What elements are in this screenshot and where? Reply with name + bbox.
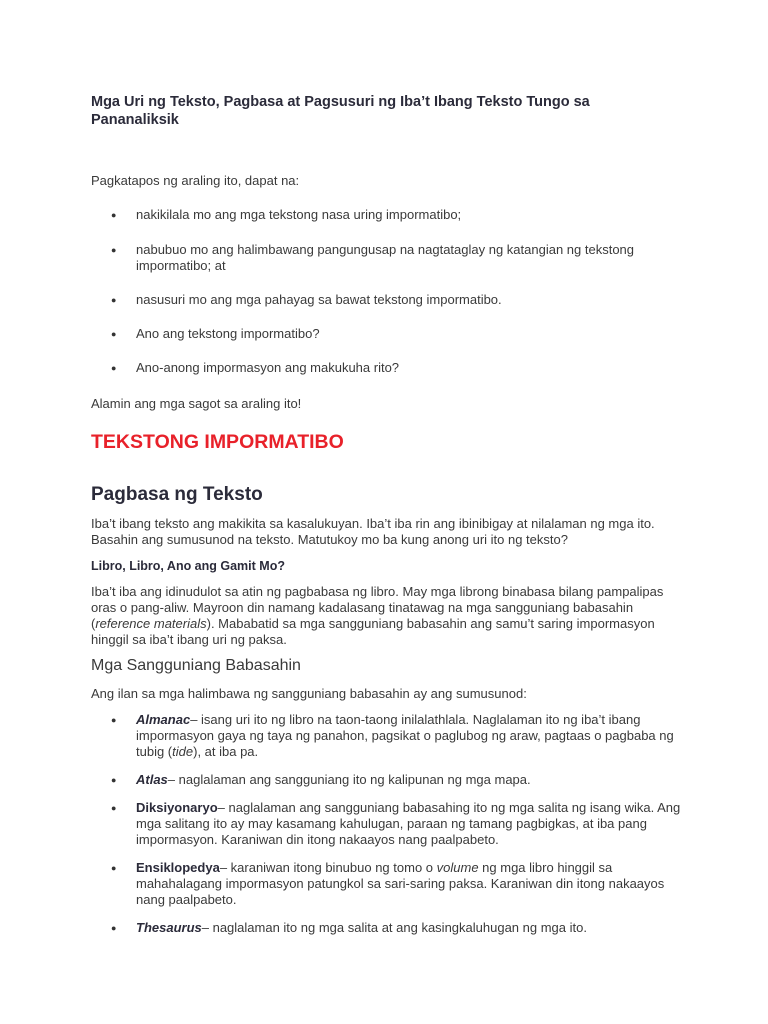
paragraph-text: Iba’t iba ang idinudulot sa atin ng pagbabasa ng libro. May mga librong binabasa bilang pampalipas oras o pang-aliw. Mayroon din namang kadalasang tinatawag na mga sangguniang babasahin ( (91, 584, 664, 631)
list-item (91, 326, 681, 342)
list-item (91, 242, 681, 274)
italic-term: volume (436, 860, 479, 875)
bullet-icon: ● (111, 923, 117, 933)
question-heading: Libro, Libro, Ano ang Gamit Mo? (91, 559, 285, 573)
bullet-icon: ● (111, 363, 117, 373)
paragraph-examples: Ang ilan sa mga halimbawa ng sangguniang babasahin ay ang sumusunod: (91, 686, 527, 701)
reference-text: ng mga libro hinggil sa mahahalagang impormasyon patungkol sa sari-saring paksa. Karaniwan din itong nakaayos nang paalpabeto. (136, 860, 665, 907)
bullet-icon: ● (111, 715, 117, 725)
bullet-icon: ● (111, 775, 117, 785)
reference-text: – naglalaman ito ng mga salita at ang kasingkaluhugan ng mga ito. (201, 920, 587, 935)
reference-text: ), at iba pa. (193, 744, 259, 759)
list-item (91, 772, 681, 788)
references-heading: Mga Sangguniang Babasahin (91, 657, 301, 674)
bullet-icon: ● (111, 863, 117, 873)
objectives-list (91, 207, 681, 376)
bullet-icon: ● (111, 329, 117, 339)
reference-term: Almanac (136, 712, 191, 727)
italic-term: reference materials (95, 616, 207, 631)
bullet-icon: ● (111, 210, 117, 220)
reference-term: Thesaurus (136, 920, 202, 935)
closing-text: Alamin ang mga sagot sa araling ito! (91, 396, 302, 411)
paragraph-text: ). Mababatid sa mga sangguniang babasahin ang samu’t saring impormasyon hinggil sa iba’t ibang uri ng paksa. (91, 616, 655, 647)
paragraph-libro (91, 584, 681, 648)
reference-term: Diksiyonaryo (136, 800, 218, 815)
objective-text: nabubuo mo ang halimbawang pangungusap na nagtataglay ng katangian ng tekstong impormatibo; at (136, 242, 635, 273)
reference-term: Ensiklopedya (136, 860, 220, 875)
bullet-icon: ● (111, 295, 117, 305)
reference-term: Atlas (136, 772, 168, 787)
references-list (91, 712, 681, 936)
bullet-icon: ● (111, 803, 117, 813)
list-item (91, 360, 681, 376)
intro-text: Pagkatapos ng araling ito, dapat na: (91, 173, 300, 188)
section-subheading: Pagbasa ng Teksto (91, 484, 263, 505)
objective-text: Ano ang tekstong impormatibo? (136, 326, 320, 341)
reference-text: – naglalaman ang sangguniang babasahing ito ng mga salita ng isang wika. Ang mga salitang ito ay may kasamang kahulugan, paraan ng tamang pagbigkas, at iba pang impormasyon. Karaniwan din itong nakaayos nang paalpabeto. (136, 800, 681, 847)
objective-text: nakikilala mo ang mga tekstong nasa uring impormatibo; (136, 207, 462, 222)
section-title: TEKSTONG IMPORMATIBO (91, 431, 344, 453)
italic-term: tide (172, 744, 194, 759)
reference-text: – isang uri ito ng libro na taon-taong inilalathlala. Naglalaman ito ng iba’t ibang impormasyon gaya ng taya ng panahon, pagsikat o paglubog ng araw, pagtaas o pagbaba ng tubig ( (136, 712, 674, 759)
list-item (91, 920, 681, 936)
bullet-icon: ● (111, 245, 117, 255)
list-item (91, 800, 681, 848)
list-item (91, 207, 681, 223)
list-item (91, 292, 681, 308)
document-title: Mga Uri ng Teksto, Pagbasa at Pagsusuri ng Iba’t Ibang Teksto Tungo sa Pananaliksik (91, 94, 590, 128)
list-item (91, 860, 681, 908)
reference-text: – naglalaman ang sangguniang ito ng kalipunan ng mga mapa. (167, 772, 531, 787)
reference-text: – karaniwan itong binubuo ng tomo o (219, 860, 437, 875)
objective-text: Ano-anong impormasyon ang makukuha rito? (136, 360, 400, 375)
objective-text: nasusuri mo ang mga pahayag sa bawat tekstong impormatibo. (136, 292, 502, 307)
list-item (91, 712, 681, 760)
paragraph-intro: Iba’t ibang teksto ang makikita sa kasalukuyan. Iba’t iba rin ang ibinibigay at nilalaman ng mga ito. Basahin ang sumusunod na teksto. Matutukoy mo ba kung anong uri ito ng teksto? (91, 516, 655, 547)
